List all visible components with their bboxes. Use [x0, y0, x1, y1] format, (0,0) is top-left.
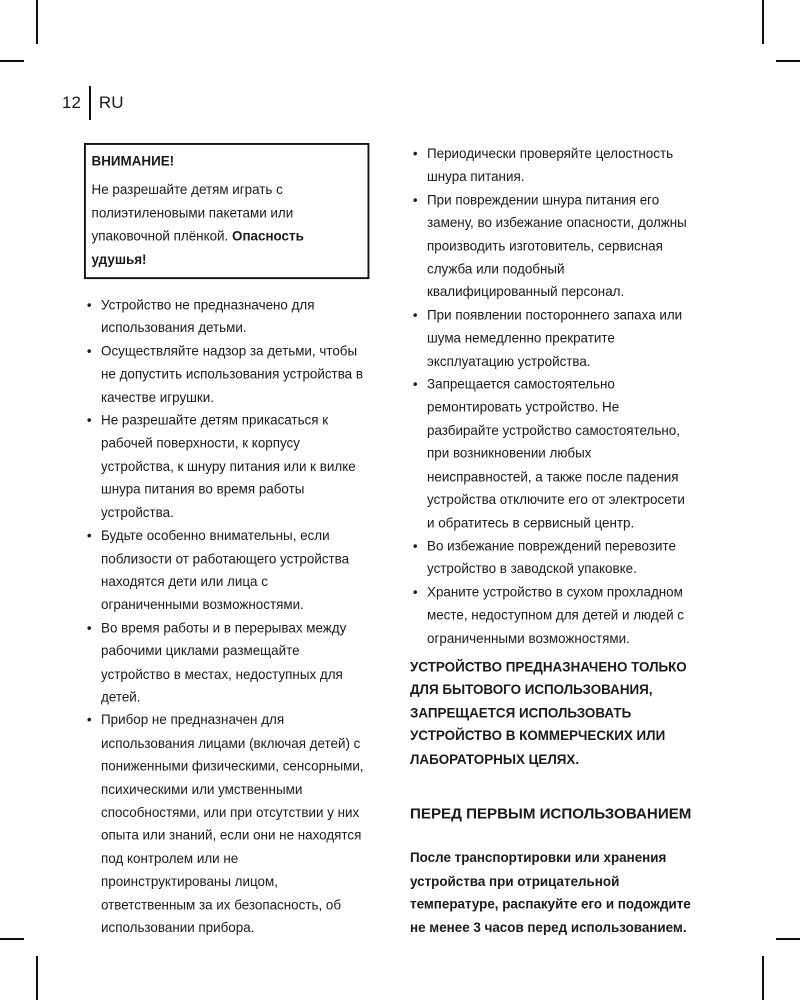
warning-box	[84, 143, 369, 279]
list-item: • Не разрешайте детям прикасаться к рабочей поверхности, к корпусу устройства, к шнуру питания или к вилке шнура питания во время работы устройства.	[84, 410, 369, 525]
list-item: • Осуществляйте надзор за детьми, чтобы не допустить использования устройства в качестве игрушки.	[84, 340, 369, 409]
warning-body: Не разрешайте детям играть с полиэтиленовыми пакетами или упаковочной плёнкой.	[91, 183, 294, 245]
list-item: • При повреждении шнура питания его замену, во избежание опасности, должны производить изготовитель, сервисная служба или подобный квалифицированный персонал.	[410, 189, 694, 304]
crop-mark	[762, 0, 764, 44]
warning-emphasis: Опасность удушья!	[91, 229, 304, 268]
crop-mark	[36, 0, 38, 44]
household-use-notice: УСТРОЙСТВО ПРЕДНАЗНАЧЕНО ТОЛЬКО ДЛЯ БЫТОВОГО ИСПОЛЬЗОВАНИЯ, ЗАПРЕЩАЕТСЯ ИСПОЛЬЗОВАТЬ УСТРОЙСТВО В КОММЕРЧЕСКИХ ИЛИ ЛАБОРАТОРНЫХ ЦЕЛЯХ.	[410, 659, 687, 768]
list-item: • Устройство не предназначено для использования детьми.	[84, 294, 369, 340]
crop-mark	[0, 60, 24, 62]
language-code: RU	[98, 93, 124, 112]
section-heading: ПЕРЕД ПЕРВЫМ ИСПОЛЬЗОВАНИЕМ	[410, 806, 692, 823]
list-item: • Будьте особенно внимательны, если поблизости от работающего устройства находятся дети или лица с ограниченными возможностями.	[84, 525, 369, 617]
page-number: 12	[62, 93, 81, 112]
page-header	[62, 86, 123, 120]
crop-mark	[0, 938, 24, 940]
section-paragraph: После транспортировки или хранения устройства при отрицательной температуре, распакуйте его и подождите не менее 3 часов перед использованием.	[410, 851, 691, 936]
list-item: • Во избежание повреждений перевозите устройство в заводской упаковке.	[410, 535, 694, 581]
list-item: • Запрещается самостоятельно ремонтировать устройство. Не разбирайте устройство самостоятельно, при возникновении любых неисправностей, а также после падения устройства отключите его от электросети и обратитесь в сервисный центр.	[410, 374, 694, 535]
list-item: • Прибор не предназначен для использования лицами (включая детей) с пониженными физическими, сенсорными, психическими или умственными способностями, или при отсутствии у них опыта или знаний, если они не находятся под контролем или не проинструктированы лицом, ответственным за их безопасность, об использовании прибора.	[84, 709, 369, 940]
right-safety-list	[410, 143, 694, 650]
warning-title: ВНИМАНИЕ!	[91, 154, 175, 170]
list-item: • Периодически проверяйте целостность шнура питания.	[410, 143, 694, 189]
header-divider	[89, 86, 91, 120]
right-column	[410, 143, 694, 940]
left-column	[84, 143, 369, 940]
crop-mark	[762, 956, 764, 1000]
list-item: • При появлении постороннего запаха или шума немедленно прекратите эксплуатацию устройства.	[410, 304, 694, 373]
list-item: • Храните устройство в сухом прохладном месте, недоступном для детей и людей с ограниченными возможностями.	[410, 581, 694, 650]
crop-mark	[36, 956, 38, 1000]
warning-text	[92, 179, 362, 271]
crop-mark	[776, 938, 800, 940]
list-item: • Во время работы и в перерывах между рабочими циклами размещайте устройство в местах, недоступных для детей.	[84, 617, 369, 709]
crop-mark	[776, 60, 800, 62]
left-safety-list	[84, 294, 369, 940]
